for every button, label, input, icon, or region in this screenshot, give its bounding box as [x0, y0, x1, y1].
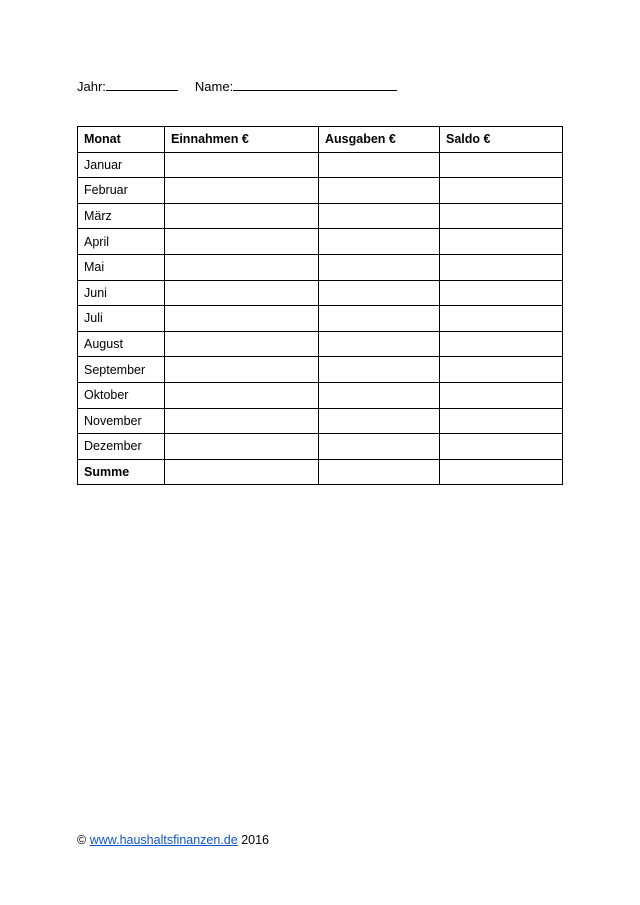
- header-month: Monat: [78, 127, 165, 153]
- income-cell[interactable]: [165, 203, 319, 229]
- income-cell[interactable]: [165, 408, 319, 434]
- balance-cell[interactable]: [440, 382, 563, 408]
- expenses-cell[interactable]: [319, 357, 440, 383]
- month-cell: Januar: [78, 152, 165, 178]
- income-cell[interactable]: [165, 331, 319, 357]
- balance-total-cell[interactable]: [440, 459, 563, 485]
- name-field[interactable]: [233, 77, 397, 91]
- table-row: [78, 254, 563, 280]
- budget-table: [77, 126, 563, 485]
- balance-cell[interactable]: [440, 434, 563, 460]
- expenses-cell[interactable]: [319, 331, 440, 357]
- month-cell: März: [78, 203, 165, 229]
- balance-cell[interactable]: [440, 152, 563, 178]
- income-cell[interactable]: [165, 357, 319, 383]
- month-cell: Februar: [78, 178, 165, 204]
- header-expenses: Ausgaben €: [319, 127, 440, 153]
- income-cell[interactable]: [165, 178, 319, 204]
- copyright-symbol: ©: [77, 833, 87, 847]
- copyright-year: 2016: [241, 833, 270, 847]
- balance-cell[interactable]: [440, 254, 563, 280]
- expenses-cell[interactable]: [319, 203, 440, 229]
- income-cell[interactable]: [165, 382, 319, 408]
- month-cell: Mai: [78, 254, 165, 280]
- month-cell: Juni: [78, 280, 165, 306]
- month-cell: November: [78, 408, 165, 434]
- balance-cell[interactable]: [440, 203, 563, 229]
- table-row: [78, 357, 563, 383]
- balance-cell[interactable]: [440, 408, 563, 434]
- form-header: [77, 77, 397, 94]
- table-row: [78, 331, 563, 357]
- income-cell[interactable]: [165, 229, 319, 255]
- website-link[interactable]: www.haushaltsfinanzen.de: [89, 833, 238, 847]
- month-cell: April: [78, 229, 165, 255]
- table-header-row: [78, 127, 563, 153]
- income-cell[interactable]: [165, 306, 319, 332]
- balance-cell[interactable]: [440, 306, 563, 332]
- balance-cell[interactable]: [440, 178, 563, 204]
- name-label: Name:: [194, 79, 234, 94]
- table-row: [78, 178, 563, 204]
- total-row: [78, 459, 563, 485]
- month-cell: September: [78, 357, 165, 383]
- total-label: Summe: [78, 459, 165, 485]
- header-income: Einnahmen €: [165, 127, 319, 153]
- expenses-cell[interactable]: [319, 408, 440, 434]
- footer: [77, 833, 269, 847]
- expenses-cell[interactable]: [319, 382, 440, 408]
- income-total-cell[interactable]: [165, 459, 319, 485]
- income-cell[interactable]: [165, 254, 319, 280]
- balance-cell[interactable]: [440, 229, 563, 255]
- year-field[interactable]: [106, 77, 178, 91]
- income-cell[interactable]: [165, 434, 319, 460]
- month-cell: August: [78, 331, 165, 357]
- expenses-cell[interactable]: [319, 434, 440, 460]
- expenses-total-cell[interactable]: [319, 459, 440, 485]
- balance-cell[interactable]: [440, 280, 563, 306]
- table-row: [78, 382, 563, 408]
- expenses-cell[interactable]: [319, 254, 440, 280]
- table-row: [78, 408, 563, 434]
- expenses-cell[interactable]: [319, 152, 440, 178]
- month-cell: Juli: [78, 306, 165, 332]
- table-row: [78, 229, 563, 255]
- year-label: Jahr:: [77, 79, 106, 94]
- table-row: [78, 152, 563, 178]
- income-cell[interactable]: [165, 280, 319, 306]
- expenses-cell[interactable]: [319, 178, 440, 204]
- table-row: [78, 203, 563, 229]
- balance-cell[interactable]: [440, 331, 563, 357]
- header-balance: Saldo €: [440, 127, 563, 153]
- table-row: [78, 434, 563, 460]
- month-cell: Oktober: [78, 382, 165, 408]
- table-row: [78, 306, 563, 332]
- expenses-cell[interactable]: [319, 280, 440, 306]
- table-row: [78, 280, 563, 306]
- expenses-cell[interactable]: [319, 306, 440, 332]
- balance-cell[interactable]: [440, 357, 563, 383]
- income-cell[interactable]: [165, 152, 319, 178]
- expenses-cell[interactable]: [319, 229, 440, 255]
- month-cell: Dezember: [78, 434, 165, 460]
